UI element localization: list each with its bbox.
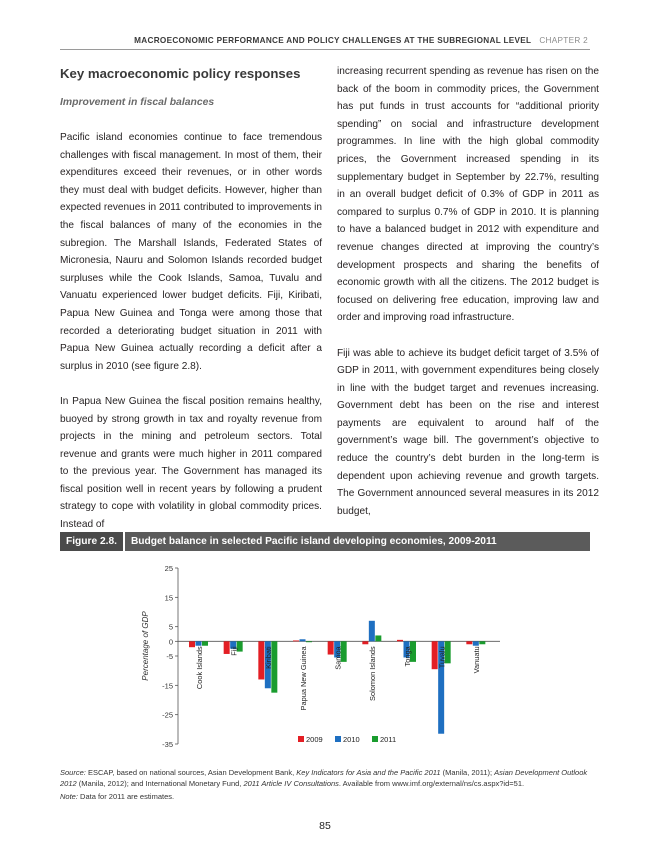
bar-2011 bbox=[202, 641, 208, 645]
bar-2010 bbox=[196, 641, 202, 645]
category-label: Kiribati bbox=[264, 646, 274, 669]
y-tick-label: 15 bbox=[164, 593, 173, 603]
source-title: Key Indicators for Asia and the Pacific 2011 bbox=[296, 768, 441, 777]
category-label: Tuvalu bbox=[437, 646, 447, 669]
bar-2009 bbox=[189, 641, 195, 647]
bar-2011 bbox=[375, 635, 381, 641]
bar-2011 bbox=[306, 641, 312, 642]
y-tick-label: 5 bbox=[168, 622, 173, 632]
category-label: Cook Islands bbox=[194, 646, 204, 690]
note-label: Note: bbox=[60, 792, 78, 801]
y-tick-label: -5 bbox=[166, 652, 173, 661]
source-text: . Available from www.imf.org/external/ns/cs.aspx?id=51. bbox=[338, 779, 525, 788]
bar-2011 bbox=[479, 641, 485, 644]
y-tick-label: -15 bbox=[162, 681, 173, 691]
source-text: ESCAP, based on national sources, Asian Development Bank, bbox=[85, 768, 297, 777]
subsection-heading: Improvement in fiscal balances bbox=[60, 97, 215, 108]
bar-2010 bbox=[369, 621, 375, 642]
source-title: 2011 Article IV Consultations bbox=[243, 779, 339, 788]
legend-swatch-2009 bbox=[298, 736, 304, 742]
bar-2009 bbox=[293, 640, 299, 641]
body-paragraph: increasing recurrent spending as revenue has risen on the back of the boom in commodity prices, the Government has put funds in trust accounts for “additional priority spending” on social and infrastructure development programmes. In line with the high global commodity prices, the Government increased spending in its supplementary budget in September by 22.7%, resulting in an overall budget deficit of 0.3% of GDP in 2011 as compared to surplus 0.7% of GDP in 2010. It is planning to have a balanced budget in 2012 with expenditure and revenue changes directed at improving the country’s development prospects and sharing the benefits of economic growth with all the citizens. The 2012 budget is focused on delivering free education, improving law and order and improving road infrastructure. bbox=[337, 66, 599, 324]
figure-title: Budget balance in selected Pacific island developing economies, 2009-2011 bbox=[130, 536, 497, 547]
bar-2010 bbox=[300, 639, 306, 641]
running-title: MACROECONOMIC PERFORMANCE AND POLICY CHALLENGES AT THE SUBREGIONAL LEVEL bbox=[134, 36, 532, 45]
note-text: Data for 2011 are estimates. bbox=[77, 792, 175, 801]
body-paragraph: Pacific island economies continue to face tremendous challenges with fiscal management. In most of them, their expenditures exceed their revenues, or in other words they must deal with budget deficits. However, higher than expected revenues in 2011 contributed to improvements in the fiscal balances of many of the economies in the subregion. The Marshall Islands, Federated States of Micronesia, Nauru and Solomon Islands recorded budget surpluses while the Cook Islands, Samoa, Tuvalu and Vanuatu experienced lower budget deficits. Fiji, Kiribati, Papua New Guinea and Tonga were among those that recorded a deteriorating budget situation in 2011 with Papua New Guinea actually recording a deficit after a surplus in 2010 (see figure 2.8). bbox=[60, 132, 322, 372]
running-header bbox=[134, 36, 588, 45]
budget-balance-chart bbox=[60, 556, 590, 756]
legend-label: 2009 bbox=[306, 735, 323, 744]
y-tick-label: -35 bbox=[162, 740, 173, 749]
header-rule bbox=[60, 49, 590, 50]
category-label: Fiji bbox=[229, 646, 239, 656]
category-label: Tonga bbox=[402, 646, 412, 667]
y-axis-title: Percentage of GDP bbox=[141, 611, 150, 681]
legend-swatch-2010 bbox=[335, 736, 341, 742]
bar-2009 bbox=[466, 641, 472, 644]
section-heading: Key macroeconomic policy responses bbox=[60, 66, 301, 81]
chapter-label: CHAPTER 2 bbox=[539, 36, 588, 45]
left-column bbox=[60, 63, 322, 551]
category-label: Papua New Guinea bbox=[298, 646, 308, 711]
source-text: (Manila, 2012); and International Monetary Fund, bbox=[76, 779, 244, 788]
bar-2009 bbox=[397, 640, 403, 641]
y-tick-label: 25 bbox=[164, 564, 173, 573]
y-tick-label: 0 bbox=[168, 637, 173, 647]
body-paragraph: Fiji was able to achieve its budget deficit target of 3.5% of GDP in 2011, with government expenditures being closely in line with the budget target and revenues increasing. Government debt has been on the rise and interest payments are equivalent to around half of the government’s wage bill. The government’s objective to reduce the country’s debt burden in the long-term is dependent upon achieving revenue and growth targets. The Government announced several measures in its 2012 budget, bbox=[337, 347, 599, 517]
page-number: 85 bbox=[319, 820, 331, 832]
category-label: Solomon Islands bbox=[368, 646, 378, 701]
legend-label: 2011 bbox=[380, 735, 397, 744]
figure-source bbox=[60, 767, 590, 789]
category-label: Vanuatu bbox=[472, 646, 482, 674]
y-tick-label: -25 bbox=[162, 710, 173, 720]
legend-label: 2010 bbox=[343, 735, 360, 744]
body-paragraph: In Papua New Guinea the fiscal position remains healthy, buoyed by strong growth in tax and royalty revenue from projects in the mining and petroleum sectors. Total revenue and grants were much higher in 2011 compared to the previous year. The Government has managed its fiscal position well in recent years by following a prudent strategy to cope with volatility in global commodity prices. Instead of bbox=[60, 395, 322, 531]
source-title: Asian Development Outlook 2012 bbox=[60, 768, 588, 788]
category-label: Samoa bbox=[333, 646, 343, 670]
source-label: Source: bbox=[60, 768, 86, 777]
figure-number: Figure 2.8. bbox=[60, 532, 125, 551]
right-column bbox=[337, 63, 599, 538]
figure-note bbox=[60, 792, 174, 801]
legend-swatch-2011 bbox=[372, 736, 378, 742]
bar-2009 bbox=[362, 641, 368, 644]
source-text: (Manila, 2011); bbox=[440, 768, 495, 777]
bar-2010 bbox=[473, 641, 479, 645]
figure-caption bbox=[60, 532, 590, 551]
